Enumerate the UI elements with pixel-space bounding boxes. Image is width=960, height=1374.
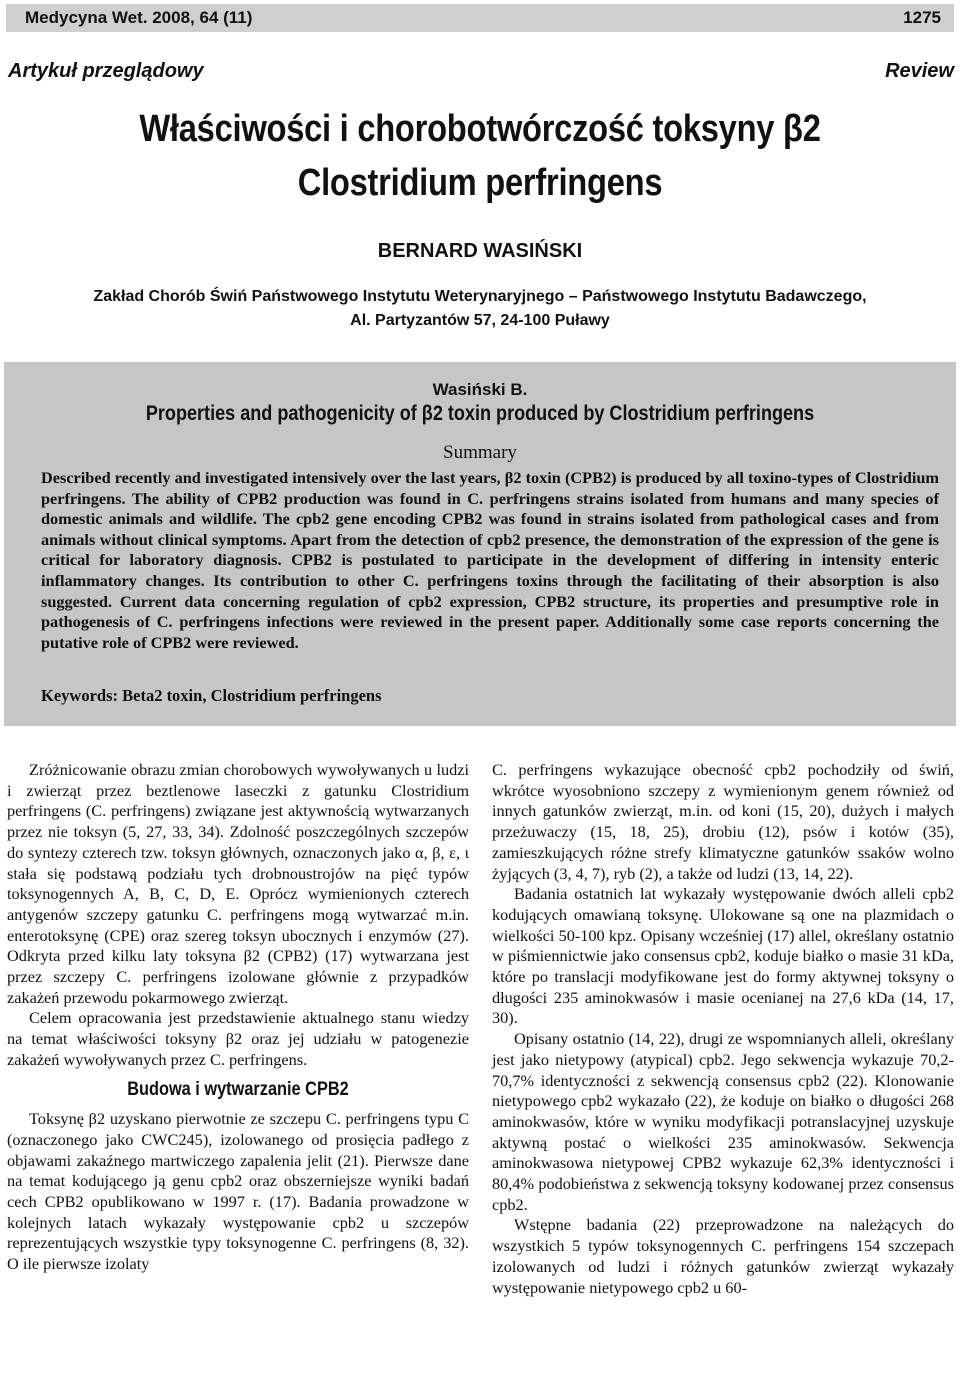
body-column-right [492,760,954,1298]
abstract-author: Wasiński B. [432,380,528,399]
body-column-left [7,760,469,1275]
article-type-en: Review [885,60,954,82]
body-paragraph: Toksynę β2 uzyskano pierwotnie ze szczepu C. perfringens typu C (oznaczonego jako CWC245), izolowanego od prosięcia padłego z objawami zakaźnego martwiczego zapalenia jelit (21). Pierwsze dane na temat kodującego ją genu cpb2 oraz obszerniejsze wyniki badań cech CPB2 opublikowano w 1997 r. (17). Badania prowadzone w kolejnych latach wykazały występowanie cpb2 u szczepów reprezentujących wszystkie typy toksynogenne C. perfringens (8, 32). O ile pierwsze izolaty [7,1109,469,1274]
article-title-line2: Clostridium perfringens [297,162,663,204]
abstract-title: Properties and pathogenicity of β2 toxin produced by Clostridium perfringens [145,402,815,425]
abstract-heading: Summary [443,442,517,463]
body-paragraph: Wstępne badania (22) przeprowadzone na należących do wszystkich 5 typów toksynogennych C. perfringens 154 szczepach izolowanych od ludzi i różnych gatunków zwierząt wykazały występowanie nietypowego cpb2 u 60- [492,1215,954,1297]
article-type-pl: Artykuł przeglądowy [8,60,204,82]
body-paragraph: C. perfringens wykazujące obecność cpb2 pochodziły od świń, wkrótce wyosobniono szczepy z wymienionym genem również od innych gatunków zwierząt, m.in. od koni (15, 20), dużych i małych przeżuwaczy (15, 18, 25), drobiu (12), psów i kotów (35), zamieszkujących różne strefy klimatyczne gatunków ssaków wolno żyjących (3, 4, 7), ryb (2), a także od ludzi (13, 14, 22). [492,760,954,883]
body-paragraph: Opisany ostatnio (14, 22), drugi ze wspomnianych alleli, określany jest jako nietypowy (atypical) cpb2. Jego sekwencja wykazuje 70,2-70,7% identyczności z sekwencją consensus cpb2 (22). Klonowanie nietypowego cpb2 wykazało (22), że koduje on białko o długości 268 aminokwasów, które w wyniku modyfikacji potranslacyjnej uzyskuje aktywną postać o wielkości 235 aminokwasów. Sekwencja aminokwasowa nietypowej CPB2 wykazuje 62,3% identyczności i 80,4% podobieństwa z sekwencją toksyny kodowanej przez consensus cpb2. [492,1029,954,1214]
body-paragraph: Badania ostatnich lat wykazały występowanie dwóch alleli cpb2 kodujących omawianą toksynę. Ulokowane są one na plazmidach o wielkości 50-100 kpz. Opisany wcześniej (17) allel, określany ostatnio w piśmiennictwie jako consensus cpb2, koduje białko o masie 31 kDa, które po translacji modyfikowane jest do formy aktywnej toksyny o długości 235 aminokwasów i masie ocenianej na 27,6 kDa (14, 17, 30). [492,884,954,1028]
journal-citation: Medycyna Wet. 2008, 64 (11) [25,8,253,27]
page-number: 1275 [903,8,941,27]
body-paragraph: Celem opracowania jest przedstawienie aktualnego stanu wiedzy na temat właściwości toksyny β2 oraz jej udziału w patogenezie zakażeń wywoływanych przez C. perfringens. [7,1008,469,1069]
journal-header-bar [6,4,954,32]
body-paragraph: Zróżnicowanie obrazu zmian chorobowych wywoływanych u ludzi i zwierząt przez beztlenowe laseczki z gatunku Clostridium perfringens (C. perfringens) związane jest aktywnością wytwarzanych przez nie toksyn (5, 27, 33, 34). Zdolność poszczególnych szczepów do syntezy czterech tzw. toksyn głównych, oznaczonych jako α, β, ε, ι stała się podstawą podziału tych drobnoustrojów na pięć typów toksynogennych A, B, C, D, E. Oprócz wymienionych czterech antygenów szczepy gatunku C. perfringens mogą wytwarzać m.in. enterotoksynę (CPE) oraz szereg toksyn ubocznych i enzymów (27). Odkryta przed kilku laty toksyna β2 (CPB2) (17) wytwarzana jest przez szczepy C. perfringens izolowane głównie z przypadków zakażeń przewodu pokarmowego zwierząt. [7,760,469,1007]
author-name: BERNARD WASIŃSKI [377,240,583,262]
affiliation-line2: Al. Partyzantów 57, 24-100 Puławy [350,312,610,329]
section-heading: Budowa i wytwarzanie CPB2 [127,1078,349,1100]
article-title-line1: Właściwości i chorobotwórczość toksyny β2 [139,108,821,150]
affiliation-line1: Zakład Chorób Świń Państwowego Instytutu Weterynaryjnego – Państwowego Instytutu Badawczego, [93,288,867,305]
abstract-text: Described recently and investigated intensively over the last years, β2 toxin (CPB2) is produced by all toxino-types of Clostridium perfringens. The ability of CPB2 production was found in C. perfringens strains isolated from humans and many species of domestic animals and wildlife. The cpb2 gene encoding CPB2 was found in strains isolated from pathological cases and from animals without clinical symptoms. Apart from the detection of cpb2 presence, the demonstration of the expression of the gene is critical for laboratory diagnosis. CPB2 is postulated to participate in the development of differing in intensity enteric inflammatory changes. Its contribution to other C. perfringens toxins through the facilitating of their absorption is also suggested. Current data concerning regulation of cpb2 expression, CPB2 structure, its properties and presumptive role in pathogenesis of C. perfringens infections were reviewed in the present paper. Additionally some case reports concerning the putative role of CPB2 were reviewed. [41,468,939,652]
abstract-keywords: Keywords: Beta2 toxin, Clostridium perfringens [41,686,382,705]
article-type-row [8,60,954,83]
abstract-box [4,362,956,726]
